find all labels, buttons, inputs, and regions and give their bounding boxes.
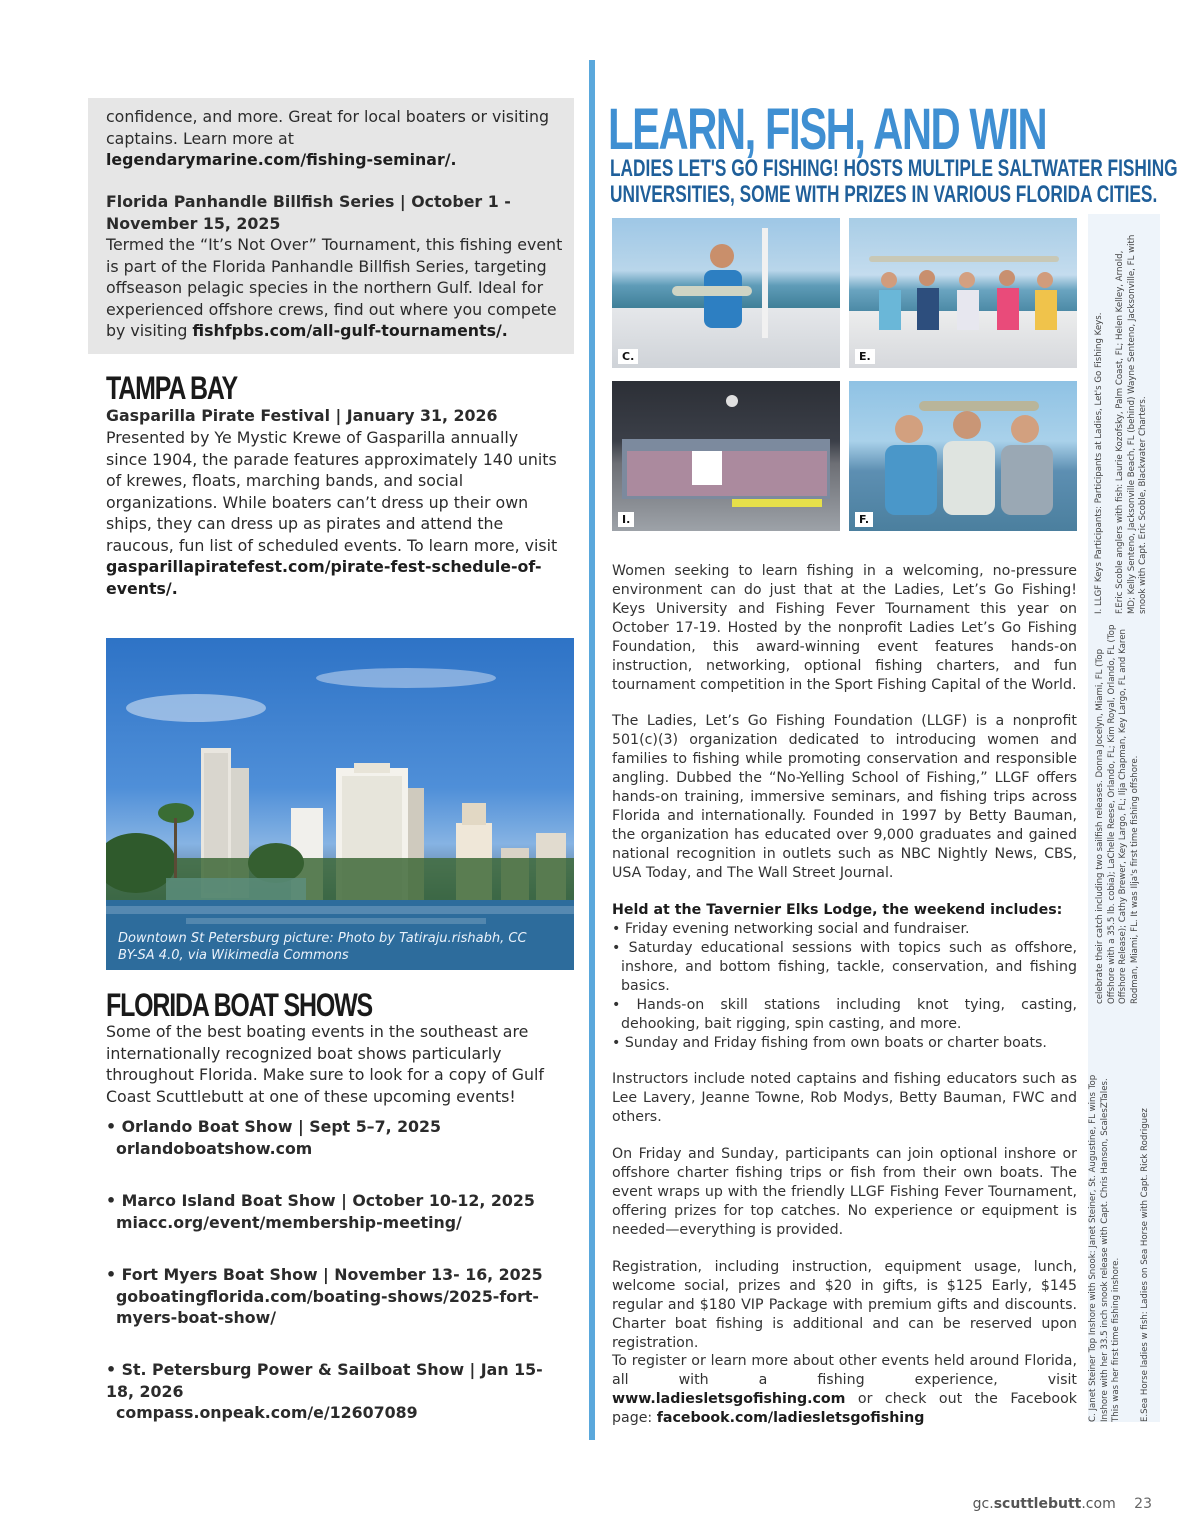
paragraph-register [612, 1352, 1077, 1428]
gasparilla-text: Presented by Ye Mystic Krewe of Gasparilla annually since 1904, the parade features approximately 140 units of krewes, floats, marching bands, and social organizations. While boaters can’t dress up their own ships, they can dress up as pirates and attend the raucous, fun list of scheduled events. To learn more, visit [106, 428, 558, 555]
boat-show-link[interactable]: goboatingflorida.com/boating-shows/2025-fort-myers-boat-show/ [116, 1286, 539, 1327]
paragraph-llgf: The Ladies, Let’s Go Fishing Foundation (LLGF) is a nonprofit 501(c)(3) organization dedicated to introducing women and families to fishing while promoting conservation and responsible angling. Dubbed the “No-Yelling School of Fishing,” LLGF offers hands-on training, immersive seminars, and fishing trips across Florida and internationally. Founded in 1997 by Betty Bauman, the organization has educated over 9,000 graduates and gained national recognition in outlets such as NBC Nightly News, CBS, USA Today, and The Wall Street Journal. [612, 713, 1077, 881]
boat-show-item [106, 1359, 566, 1424]
boat-show-item [106, 1264, 566, 1359]
photo-tag: C. [618, 349, 638, 364]
skyline-illustration [106, 638, 574, 970]
intro-text: confidence, and more. Great for local boaters or visiting captains. Learn more at [106, 107, 549, 148]
photo-e [849, 218, 1077, 368]
subtitle-line-1: LADIES LET'S GO FISHING! HOSTS MULTIPLE SALTWATER FISHING [610, 155, 1178, 182]
list-item: • Hands-on skill stations including knot tying, casting, dehooking, bait rigging, spin casting, and more. [612, 997, 1077, 1032]
boat-show-title: • St. Petersburg Power & Sailboat Show | Jan 15-18, 2026 [106, 1360, 543, 1401]
boat-show-item [106, 1116, 566, 1190]
boat-shows-intro: Some of the best boating events in the southeast are internationally recognized boat shows particularly throughout Florida. Make sure to look for a copy of Gulf Coast Scuttlebutt at one of these upcoming events! [106, 1022, 544, 1106]
gasparilla-link[interactable]: gasparillapiratefest.com/pirate-fest-schedule-of-events/. [106, 557, 542, 598]
article-title: LEARN, FISH, AND WIN [608, 97, 1047, 162]
site-url[interactable]: gc.scuttlebutt.com [972, 1496, 1116, 1512]
caption-e: E.Sea Horse ladies w fish: Ladies on Sea Horse with Capt. Rick Rodriguez [1140, 1108, 1150, 1422]
list-item: • Friday evening networking social and fundraiser. [612, 921, 970, 937]
photo-tag: E. [855, 349, 875, 364]
page-footer [973, 1496, 1152, 1512]
column-divider [589, 60, 595, 1440]
boat-show-list [106, 1116, 566, 1424]
gasparilla-paragraph [106, 427, 564, 599]
list-item: • Sunday and Friday fishing from own boats or charter boats. [612, 1035, 1047, 1051]
billfish-text: Termed the “It’s Not Over” Tournament, this fishing event is part of the Florida Panhandle Billfish Series, targeting offseason pelagic species in the northern Gulf. Ideal for experienced offshore crews, find out where you compete by visiting [106, 235, 563, 340]
tampa-bay-heading: TAMPA BAY [106, 370, 237, 406]
paragraph-registration: Registration, including instruction, equipment usage, lunch, welcome social, prizes and $20 in gifts, is $125 Early, $145 regular and $180 VIP Package with premium gifts and discounts. Charter boat fishing is additional and can be reserved upon registration. [612, 1259, 1077, 1351]
photo-i [612, 381, 840, 531]
boat-show-link[interactable]: orlandoboatshow.com [116, 1138, 313, 1158]
boat-shows-heading: FLORIDA BOAT SHOWS [106, 987, 372, 1023]
website-link[interactable]: www.ladiesletsgofishing.com [612, 1391, 846, 1407]
photo-caption: Downtown St Petersburg picture: Photo by Tatiraju.rishabh, CC BY-SA 4.0, via Wikimedia Commons [118, 931, 527, 963]
weekend-list-heading: Held at the Tavernier Elks Lodge, the weekend includes: [612, 902, 1063, 918]
photo-tag: F. [855, 512, 873, 527]
photo-captions-sidebar [1088, 214, 1160, 1422]
facebook-link[interactable]: facebook.com/ladiesletsgofishing [656, 1410, 925, 1426]
boat-show-item [106, 1190, 566, 1264]
paragraph-instructors: Instructors include noted captains and fishing educators such as Lee Lavery, Jeanne Towne, Rob Modys, Betty Bauman, FWC and others. [612, 1071, 1077, 1125]
page-number: 23 [1134, 1496, 1152, 1512]
boat-show-title: • Fort Myers Boat Show | November 13- 16, 2025 [106, 1265, 543, 1284]
photo-c [612, 218, 840, 368]
photo-tag: I. [618, 512, 634, 527]
boat-show-title: • Marco Island Boat Show | October 10-12, 2025 [106, 1191, 535, 1210]
intro-paragraph [106, 106, 564, 171]
caption-i: I. LLGF Keys Participants: Participants at Ladies, Let's Go Fishing Keys. [1094, 312, 1104, 614]
billfish-title: Florida Panhandle Billfish Series | October 1 - November 15, 2025 [106, 192, 511, 233]
group-participants [612, 381, 840, 531]
weekend-list [612, 901, 1077, 1053]
seminar-link[interactable]: legendarymarine.com/fishing-seminar/. [106, 150, 457, 169]
register-mid-text: or check out the Facebook page: [612, 1391, 1077, 1426]
paragraph-intro: Women seeking to learn fishing in a welcoming, no-pressure environment can do just that at the Ladies, Let’s Go Fishing! Keys University and Fishing Fever Tournament this year on October 17-19. Hosted by the nonprofit Ladies Let’s Go Fishing Foundation, this award-winning event features hands-on instruction, networking, optional fishing charters, and fun tournament competition in the Sport Fishing Capital of the World. [612, 563, 1077, 693]
list-item: • Saturday educational sessions with topics such as offshore, inshore, and bottom fishing, tackle, conservation, and fishing basics. [612, 940, 1077, 994]
gasparilla-title: Gasparilla Pirate Festival | January 31, 2026 [106, 406, 498, 425]
photo-f [849, 381, 1077, 531]
article-subtitle [610, 156, 1178, 208]
ladies-with-fish [849, 218, 1077, 368]
boat-show-title: • Orlando Boat Show | Sept 5–7, 2025 [106, 1117, 442, 1136]
billfish-paragraph [106, 234, 564, 342]
paragraph-charters: On Friday and Sunday, participants can join optional inshore or offshore charter fishing trips or fish from their own boats. The event wraps up with the friendly LLGF Fishing Fever Tournament, offering prizes for top catches. No experience or equipment is needed—everything is provided. [612, 1146, 1077, 1238]
caption-offshore: celebrate their catch including two sailfish releases. Donna Jocelyn, Miami, FL (Top Offshore with a 35.5 lb. cobia); LaChelle Reese, Orlando, FL; Kim Royal, Orlando, FL (Top Offshore Release); Cathy Brewer, Key Largo, FL; Ilja Chapman, Key Largo, FL and Karen Rodman, Miami, FL. It was Ilja's first time fishing offshore. [1095, 624, 1140, 1004]
anglers-with-snook [849, 381, 1077, 531]
register-text: To register or learn more about other events held around Florida, all with a fishing experience, visit [612, 1353, 1077, 1388]
boat-show-link[interactable]: compass.onpeak.com/e/12607089 [116, 1403, 418, 1422]
caption-f: F.Eric Scoble anglers with fish: Laurie Kozofsky, Palm Coast, FL; Helen Kelley, Arnold, MD; Kelly Senteno, Jacksonville Beach, FL (behind) Wayne Senteno, Jacksonville, FL with snook with Capt. Eric Scoble, Blackwater Charters. [1115, 234, 1148, 614]
subtitle-line-2: UNIVERSITIES, SOME WITH PRIZES IN VARIOUS FLORIDA CITIES. [610, 181, 1158, 208]
caption-c: C. Janet Steiner Top Inshore with Snook: Janet Steiner, St. Augustine, FL wins Top Inshore with her 33.5 inch snook release with Capt. Chris Hanson, ScalesZTales. This was her first time fishing inshore. [1088, 1074, 1121, 1422]
boat-show-link[interactable]: miacc.org/event/membership-meeting/ [116, 1212, 462, 1232]
billfish-link[interactable]: fishfpbs.com/all-gulf-tournaments/. [192, 321, 508, 340]
st-petersburg-photo [106, 638, 574, 970]
angler-with-snook [612, 218, 840, 368]
